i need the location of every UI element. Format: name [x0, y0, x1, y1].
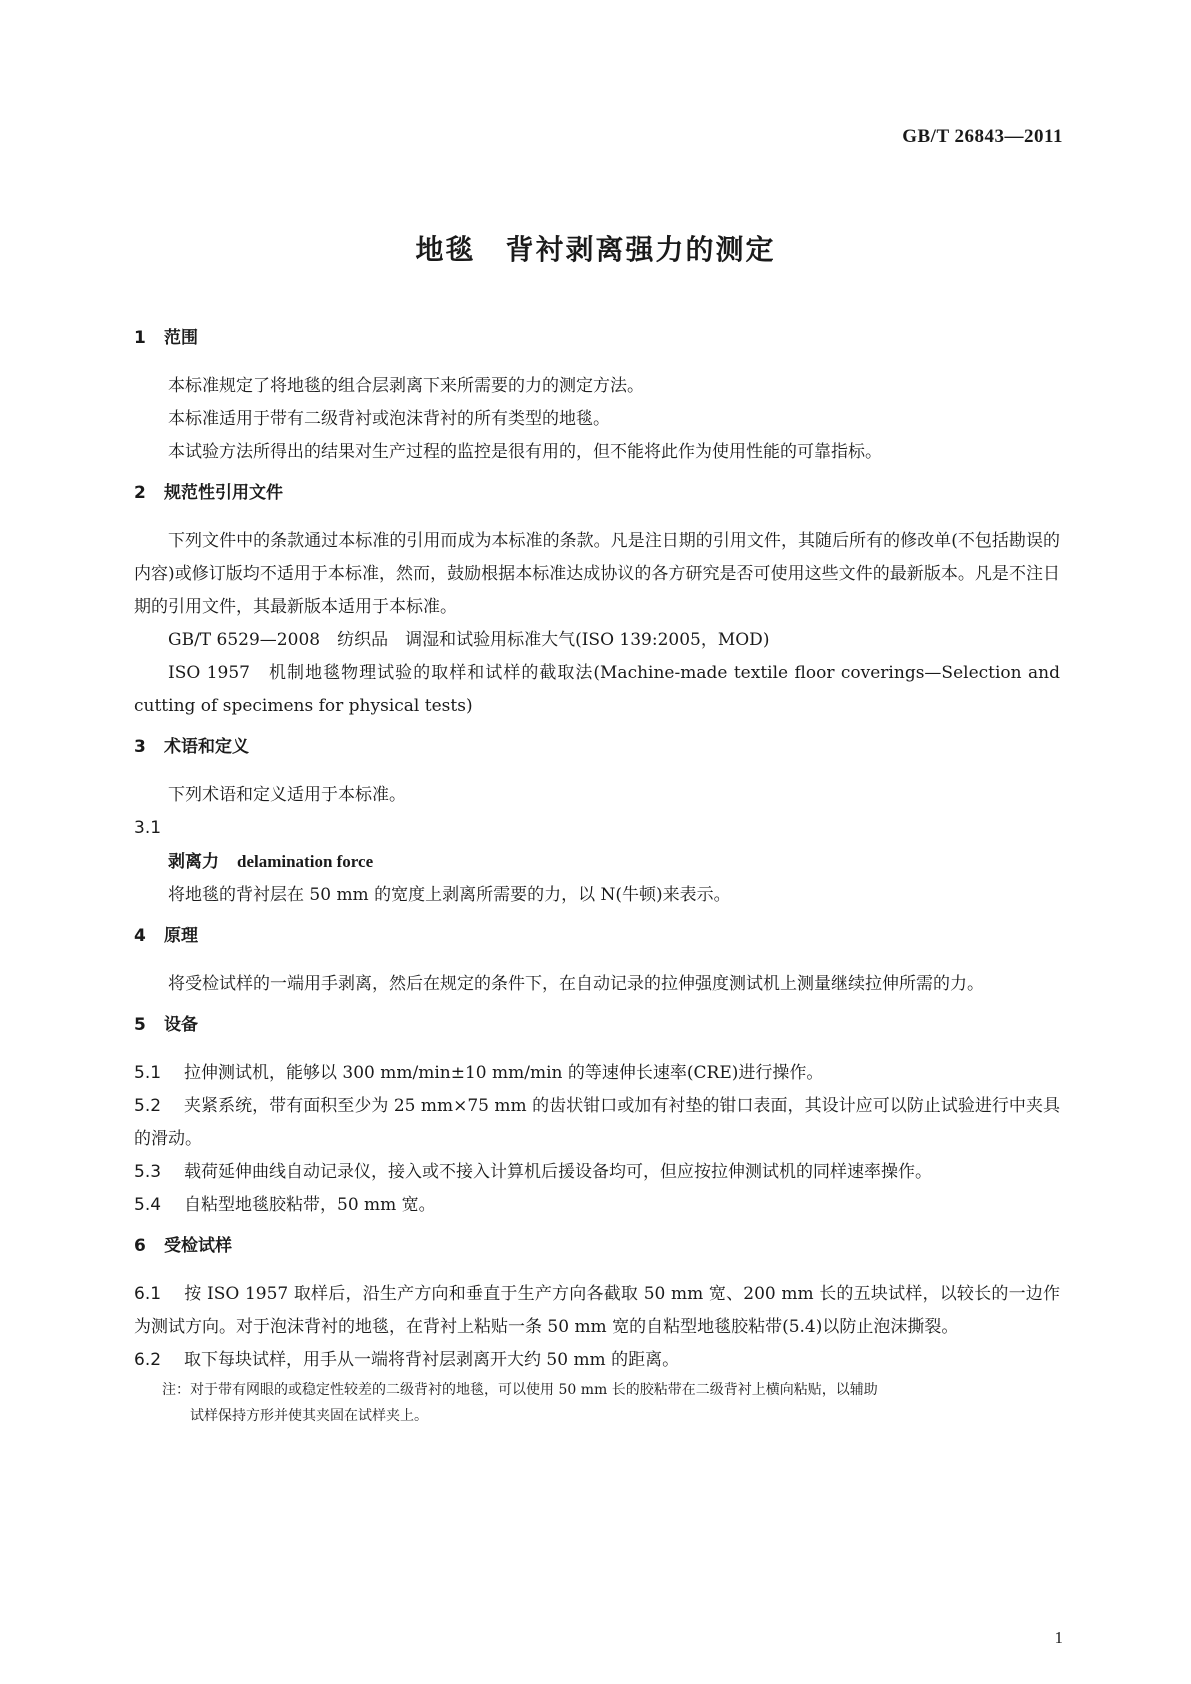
note-text-continued: 试样保持方形并使其夹固在试样夹上。: [190, 1408, 428, 1424]
section-heading-apparatus: [134, 1013, 1060, 1037]
section-number: 3: [134, 737, 146, 757]
item-text: 取下每块试样，用手从一端将背衬层剥离开大约 50 mm 的距离。: [184, 1350, 680, 1370]
paragraph: 本标准适用于带有二级背衬或泡沫背衬的所有类型的地毯。: [168, 409, 610, 429]
list-item: [134, 1057, 1060, 1090]
item-text: 夹紧系统，带有面积至少为 25 mm×75 mm 的齿状钳口或加有衬垫的钳口表面，其设计应可以防止试验进行中夹具的滑动。: [134, 1096, 1060, 1149]
reference-item: GB/T 6529—2008 纺织品 调湿和试验用标准大气(ISO 139:2005，MOD): [168, 630, 770, 650]
page-title: 地毯 背衬剥离强力的测定: [415, 233, 776, 266]
section-number: 2: [134, 483, 146, 503]
paragraph: 下列文件中的条款通过本标准的引用而成为本标准的条款。凡是注日期的引用文件，其随后所有的修改单(不包括勘误的内容)或修订版均不适用于本标准，然而，鼓励根据本标准达成协议的各方研究是否可使用这些文件的最新版本。凡是不注日期的引用文件，其最新版本适用于本标准。: [134, 531, 1060, 617]
list-item: [134, 1156, 1060, 1189]
list-item: [134, 1344, 1060, 1377]
section-heading-terms: [134, 735, 1060, 759]
term-chinese: 剥离力: [168, 852, 219, 872]
term-english: delamination force: [237, 852, 374, 871]
item-text: 载荷延伸曲线自动记录仪，接入或不接入计算机后援设备均可，但应按拉伸测试机的同样速率操作。: [184, 1162, 932, 1182]
paragraph: 下列术语和定义适用于本标准。: [168, 785, 406, 805]
section-title: 受检试样: [164, 1236, 232, 1256]
section-title: 范围: [164, 328, 198, 348]
item-text: 自粘型地毯胶粘带，50 mm 宽。: [184, 1195, 436, 1215]
section-title: 规范性引用文件: [164, 483, 283, 503]
page-number: 1: [1054, 1628, 1063, 1647]
term-entry: [134, 845, 1060, 879]
note: [134, 1377, 1060, 1429]
item-text: 按 ISO 1957 取样后，沿生产方向和垂直于生产方向各截取 50 mm 宽、200 mm 长的五块试样，以较长的一边作为测试方向。对于泡沫背衬的地毯，在背衬上粘贴一条 50 mm 宽的自粘型地毯胶粘带(5.4)以防止泡沫撕裂。: [134, 1284, 1060, 1337]
section-heading-specimens: [134, 1234, 1060, 1258]
section-number: 1: [134, 328, 146, 348]
item-number: 6.1: [134, 1284, 162, 1304]
note-label: 注：: [162, 1382, 190, 1398]
note-text: 对于带有网眼的或稳定性较差的二级背衬的地毯，可以使用 50 mm 长的胶粘带在二级背衬上横向粘贴，以辅助: [190, 1382, 878, 1398]
section-number: 4: [134, 926, 146, 946]
list-item: [134, 1090, 1060, 1156]
paragraph: 本标准规定了将地毯的组合层剥离下来所需要的力的测定方法。: [168, 376, 644, 396]
subclause-number: 3.1: [134, 818, 162, 838]
section-title: 术语和定义: [164, 737, 249, 757]
section-title: 设备: [164, 1015, 198, 1035]
item-number: 5.4: [134, 1195, 162, 1215]
section-number: 5: [134, 1015, 146, 1035]
item-number: 6.2: [134, 1350, 162, 1370]
list-item: [134, 1278, 1060, 1344]
section-title: 原理: [164, 926, 198, 946]
section-heading-principle: [134, 924, 1060, 948]
item-number: 5.1: [134, 1063, 162, 1083]
document-code: GB/T 26843—2011: [902, 126, 1063, 147]
document-body: [134, 326, 1060, 1429]
reference-item: ISO 1957 机制地毯物理试验的取样和试样的截取法(Machine-made textile floor coverings—Selection and cutting of specimens for physical tests): [134, 663, 1060, 716]
item-text: 拉伸测试机，能够以 300 mm/min±10 mm/min 的等速伸长速率(CRE)进行操作。: [184, 1063, 824, 1083]
item-number: 5.2: [134, 1096, 162, 1116]
list-item: [134, 1189, 1060, 1222]
item-number: 5.3: [134, 1162, 162, 1182]
term-definition: 将地毯的背衬层在 50 mm 的宽度上剥离所需要的力，以 N(牛顿)来表示。: [168, 885, 731, 905]
paragraph: 本试验方法所得出的结果对生产过程的监控是很有用的，但不能将此作为使用性能的可靠指标。: [168, 442, 882, 462]
section-heading-scope: [134, 326, 1060, 350]
section-heading-normative-references: [134, 481, 1060, 505]
paragraph: 将受检试样的一端用手剥离，然后在规定的条件下，在自动记录的拉伸强度测试机上测量继续拉伸所需的力。: [168, 974, 984, 994]
section-number: 6: [134, 1236, 146, 1256]
